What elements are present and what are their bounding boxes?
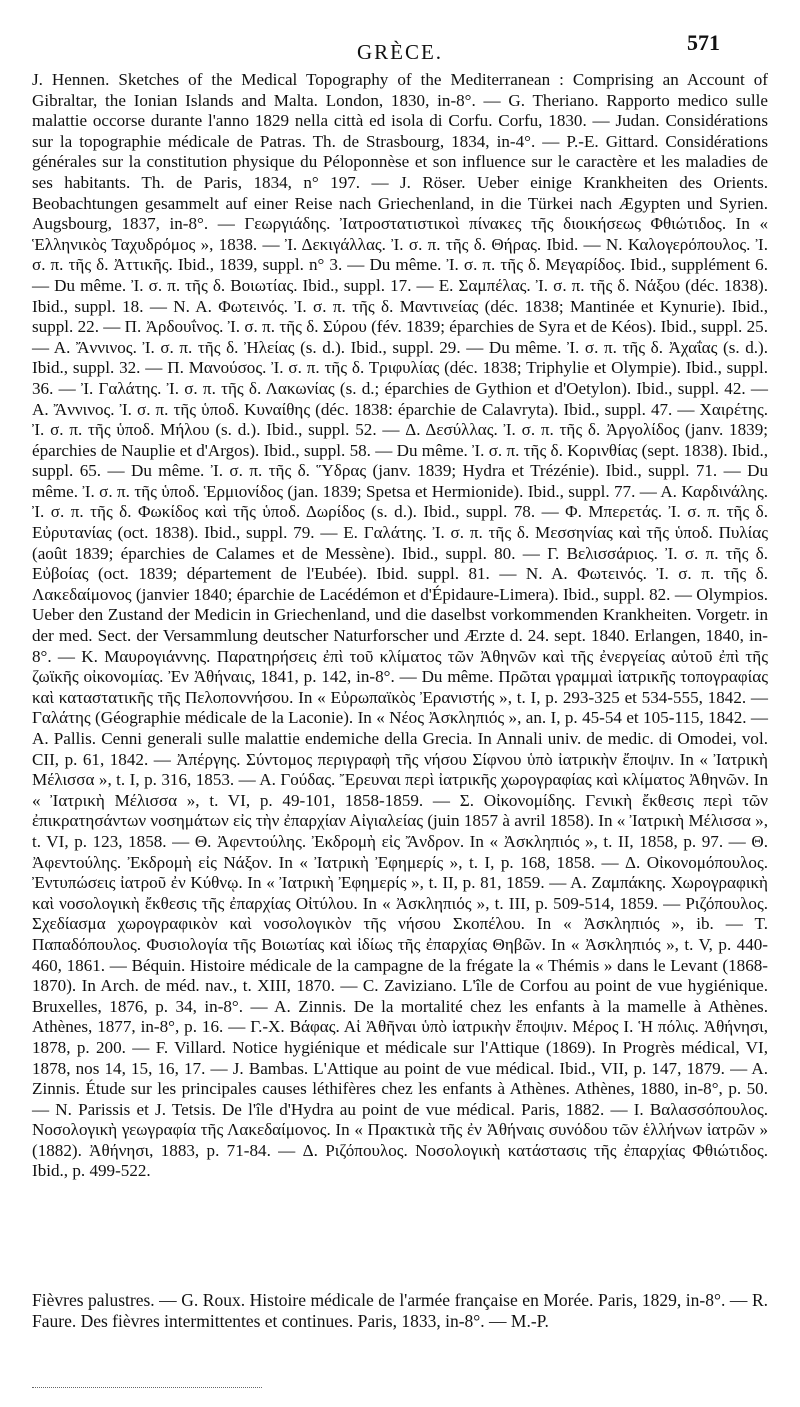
running-title: GRÈCE. [356, 40, 444, 64]
fievres-palustres-paragraph: Fièvres palustres. — G. Roux. Histoire médicale de l'armée française en Morée. Paris, 1829, in-8°. — R. Faure. Des fièvres intermittentes et continues. Paris, 1833, in-8°. — M.-P. [32, 1290, 768, 1331]
bibliography-paragraph: J. Hennen. Sketches of the Medical Topography of the Mediterranean : Comprising an Account of Gibraltar, the Ionian Islands and Malta. London, 1830, in-8°. — G. Theriano. Rapporto medico sulle malattie occorse durante l'anno 1829 nella città ed isola di Corfu. Corfu, 1830. — Judan. Considérations sur la topographie médicale de Patras. Th. de Strasbourg, 1834, in-4°. — P.-E. Gittard. Considérations générales sur la constitution physique du Péloponnèse et son influence sur le caractère et les maladies de ses habitants. Th. de Paris, 1834, n° 197. — J. Röser. Ueber einige Krankheiten des Orients. Beobachtungen gesammelt auf einer Reise nach Griechenland, in die Türkei nach Ægypten und Syrien. Augsbourg, 1837, in-8°. — Γεωργιάδης. Ἰατροστατιστικοὶ πίνακες τῆς διοικήσεως Φθιώτιδος. In « Ἑλληνικὸς Ταχυδρόμος », 1838. — Ἰ. Δεκιγάλλας. Ἰ. σ. π. τῆς δ. Θήρας. Ibid. — N. Καλογερόπουλος. Ἰ. σ. π. τῆς δ. Ἀττικῆς. Ibid., 1839, suppl. n° 3. — Du même. Ἰ. σ. π. τῆς δ. Μεγαρίδος. Ibid., supplément 6. — Du même. Ἰ. σ. π. τῆς δ. Βοιωτίας. Ibid., suppl. 17. — E. Σαμπέλας. Ἰ. σ. π. τῆς δ. Νάξου (déc. 1838). Ibid., suppl. 18. — N. A. Φωτεινός. Ἰ. σ. π. τῆς δ. Μαντινείας (déc. 1838; Mantinée et Kynurie). Ibid., suppl. 22. — Π. Ἀρδουΐνος. Ἰ. σ. π. τῆς δ. Σύρου (fév. 1839; éparchies de Syra et de Kéos). Ibid., suppl. 25. — A. Ἄννινος. Ἰ. σ. π. τῆς δ. Ἠλείας (s. d.). Ibid., suppl. 29. — Du même. Ἰ. σ. π. τῆς δ. Ἀχαΐας (s. d.). Ibid., suppl. 32. — Π. Μανούσος. Ἰ. σ. π. τῆς δ. Τριφυλίας (déc. 1838; Triphylie et Olympie). Ibid., suppl. 36. — Ἰ. Γαλάτης. Ἰ. σ. π. τῆς δ. Λακωνίας (s. d.; éparchies de Gythion et d'Oetylon). Ibid., suppl. 42. — A. Ἄννινος. Ἰ. σ. π. τῆς ὑποδ. Κυναίθης (déc. 1838: éparchie de Calavryta). Ibid., suppl. 47. — Χαιρέτης. Ἰ. σ. π. τῆς ὑποδ. Μήλου (s. d.). Ibid., suppl. 52. — Δ. Δεσύλλας. Ἰ. σ. π. τῆς δ. Ἀργολίδος (janv. 1839; éparchies de Nauplie et d'Argos). Ibid., suppl. 58. — Du même. Ἰ. σ. π. τῆς δ. Κορινθίας (sept. 1838). Ibid., suppl. 65. — Du même. Ἰ. σ. π. τῆς δ. Ὕδρας (janv. 1839; Hydra et Trézénie). Ibid., suppl. 71. — Du même. Ἰ. σ. π. τῆς ὑποδ. Ἑρμιονίδος (jan. 1839; Spetsa et Hermionide). Ibid., suppl. 77. — A. Καρδινάλης. Ἰ. σ. π. τῆς δ. Φωκίδος καὶ τῆς ὑποδ. Δωρίδος (s. d.). Ibid., suppl. 78. — Φ. Μπερετάς. Ἰ. σ. π. τῆς δ. Εὐρυτανίας (oct. 1838). Ibid., suppl. 79. — E. Γαλάτης. Ἰ. σ. π. τῆς δ. Μεσσηνίας καὶ τῆς ὑποδ. Πυλίας (août 1839; éparchies de Calames et de Messène). Ibid., suppl. 80. — Γ. Βελισσάριος. Ἰ. σ. π. τῆς δ. Εὐβοίας (oct. 1839; département de l'Eubée). Ibid. suppl. 81. — N. A. Φωτεινός. Ἰ. σ. π. τῆς δ. Λακεδαίμονος (janvier 1840; éparchie de Lacédémon et d'Épidaure-Limera). Ibid., suppl. 82. — Olympios. Ueber den Zustand der Medicin in Griechenland, und die daselbst vorkommenden Krankheiten. Vorgetr. in der med. Sect. der Versammlung deutscher Naturforscher und Ærzte d. 24. sept. 1840. Erlangen, 1840, in-8°. — K. Μαυρογιάννης. Παρατηρήσεις ἐπὶ τοῦ κλίματος τῶν Ἀθηνῶν καὶ τῆς ἐνεργείας αὐτοῦ ἐπὶ τῆς ζωϊκῆς οἰκονομίας. Ἐν Ἀθήναις, 1841, p. 142, in-8°. — Du même. Πρῶται γραμμαὶ ἰατρικῆς τοπογραφίας καὶ καταστατικῆς τῆς Πελοποννήσου. In « Εὐρωπαϊκὸς Ἐρανιστής », t. I, p. 293-325 et 534-555, 1842. — Γαλάτης (Géographie médicale de la Laconie). In « Νέος Ἀσκληπιός », an. I, p. 45-54 et 105-115, 1842. — A. Pallis. Cenni generali sulle malattie endemiche della Grecia. In Annali univ. de medic. di Omodei, vol. CII, p. 61, 1842. — Ἀπέργης. Σύντομος περιγραφὴ τῆς νήσου Σίφνου ὑπὸ ἰατρικὴν ἔποψιν. In « Ἰατρικὴ Μέλισσα », t. I, p. 316, 1853. — A. Γούδας. Ἔρευναι περὶ ἰατρικῆς χωρογραφίας καὶ κλίματος Ἀθηνῶν. In « Ἰατρικὴ Μέλισσα », t. VI, p. 49-101, 1858-1859. — Σ. Οἰκονομίδης. Γενικὴ ἔκθεσις περὶ τῶν ἐπικρατησάντων νοσημάτων εἰς τὴν ἐπαρχίαν Αἰγιαλείας (juin 1857 à avril 1858). In « Ἰατρικὴ Μέλισσα », t. VI, p. 123, 1858. — Θ. Ἀφεντούλης. Ἐκδρομὴ εἰς Ἄνδρον. In « Ἀσκληπιός », t. II, 1858, p. 97. — Θ. Ἀφεντούλης. Ἐκδρομὴ εἰς Νάξον. In « Ἰατρικὴ Ἐφημερίς », t. I, p. 168, 1858. — Δ. Οἰκονομόπουλος. Ἐντυπώσεις ἰατροῦ ἐν Κύθνῳ. In « Ἰατρικὴ Ἐφημερίς », t. II, p. 81, 1859. — A. Ζαμπάκης. Χωρογραφικὴ καὶ νοσολογικὴ ἔκθεσις τῆς ἐπαρχίας Οἰτύλου. In « Ἀσκληπιός », t. III, p. 509-514, 1859. — Ριζόπουλος. Σχεδίασμα χωρογραφικὸν καὶ νοσολογικὸν τῆς νήσου Σκοπέλου. In « Ἀσκληπιός », ib. — T. Παπαδόπουλος. Φυσιολογία τῆς Βοιωτίας καὶ ἰδίως τῆς ἐπαρχίας Θηβῶν. In « Ἀσκληπιός », t. V, p. 440-460, 1861. — Béquin. Histoire médicale de la campagne de la frégate la « Thémis » dans le Levant (1868-1870). In Arch. de méd. nav., t. XIII, 1870. — C. Zaviziano. L'île de Corfou au point de vue hygiénique. Bruxelles, 1876, p. 34, in-8°. — A. Zinnis. De la mortalité chez les enfants à la mamelle à Athènes. Athènes, 1877, in-8°, p. 16. — Γ.-X. Βάφας. Αἱ Ἀθῆναι ὑπὸ ἰατρικὴν ἔποψιν. Μέρος I. Ἡ πόλις. Ἀθήνησι, 1878, p. 200. — F. Villard. Notice hygiénique et médicale sur l'Attique (1869). In Progrès médical, VI, 1878, nos 14, 15, 16, 17. — J. Bambas. L'Attique au point de vue médical. Ibid., VII, p. 147, 1879. — A. Zinnis. Étude sur les principales causes léthifères chez les enfants à Athènes. Athènes, 1880, in-8°, p. 50. — N. Parissis et J. Tetsis. De l'île d'Hydra au point de vue médical. Paris, 1882. — I. Βαλασσόπουλος. Νοσολογικὴ γεωγραφία τῆς Λακεδαίμονος. In « Πρακτικὰ τῆς ἐν Ἀθήναις συνόδου τῶν ἑλλήνων ἰατρῶν » (1882). Ἀθήνησι, 1883, p. 71-84. — Δ. Ριζόπουλος. Νοσολογικὴ κατάστασις τῆς ἐπαρχίας Φθιώτιδος. Ibid., p. 499-522. [32, 70, 768, 1181]
page-header [30, 30, 770, 70]
page-number: 571 [687, 30, 720, 55]
footer-dotted-rule [32, 1387, 262, 1388]
